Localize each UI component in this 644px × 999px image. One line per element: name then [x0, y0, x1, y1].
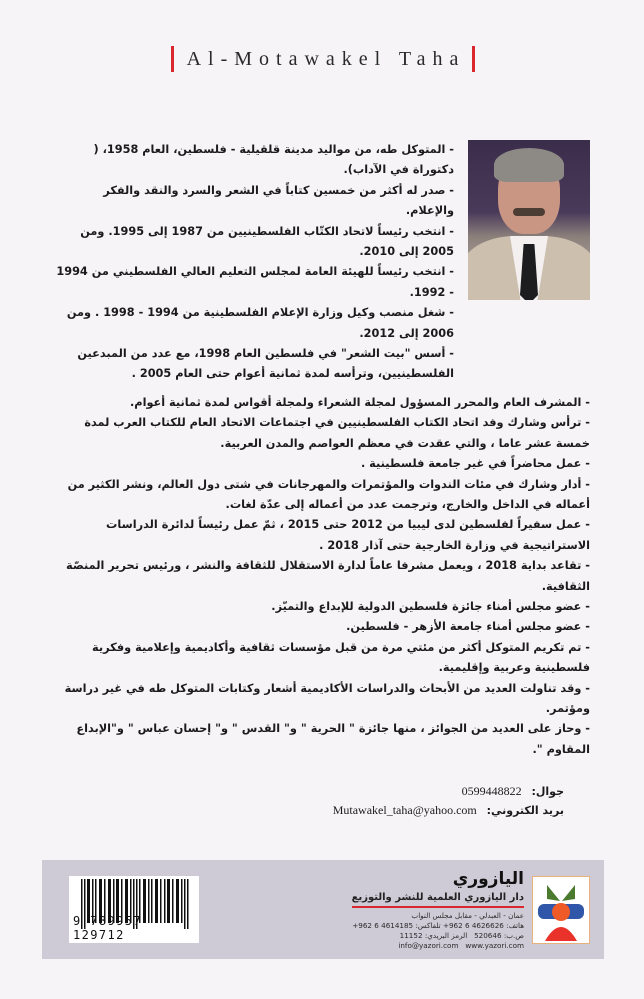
isbn-number: 9 789957 129712 — [73, 914, 142, 943]
bio-list-bottom — [54, 393, 590, 760]
bio-item: - المتوكل طه، من مواليد مدينة قلقيلية - فلسطين، العام 1958، ( دكتوراة في الآداب). — [93, 143, 454, 177]
isbn-barcode — [69, 876, 199, 943]
author-name-text: Al-Motawakel Taha — [186, 48, 466, 70]
header — [0, 44, 644, 74]
photo-moustache — [513, 208, 545, 216]
postal-label: الرمز البريدي: — [424, 931, 468, 941]
bio-list-top — [54, 140, 454, 385]
bio-item: - انتخب رئيساً لاتحاد الكتّاب الفلسطينيين من 1987 إلى 1995. ومن 2005 إلى 2010. — [80, 224, 454, 259]
phone-label: هاتف: — [506, 921, 524, 931]
footer-band — [42, 860, 604, 959]
contact-info — [80, 782, 564, 820]
photo-hair — [494, 148, 564, 182]
accent-bar-left — [171, 46, 174, 72]
mobile-label: جوال: — [531, 785, 564, 799]
publisher-postal — [352, 931, 524, 941]
publisher-full-name: دار اليازوري العلمية للنشر والتوزيع — [352, 890, 524, 908]
pobox-number: 520646 — [474, 931, 502, 941]
publisher-info — [352, 868, 524, 951]
bio-item: - تقاعد بداية 2018 ، ويعمل مشرفا عاماً لدارة الاستقلال للثقافة والنشر ، ورئيس تحرير المنصّة الثقافية. — [66, 559, 590, 593]
email-address: Mutawakel_taha@yahoo.com — [332, 803, 477, 818]
bio-item: - صدر له أكثر من خمسين كتاباً في الشعر والسرد والنقد والفكر والإعلام. — [103, 183, 454, 218]
fax-label: تلفاكس: — [415, 921, 441, 931]
publisher-logo — [532, 876, 590, 944]
fax-number: +962 6 4614185 — [352, 921, 414, 931]
bio-item: - أدار وشارك في مئات الندوات والمؤتمرات والمهرجانات في شتى دول العالم، ونشر الكثير من أعماله في الداخل والخارج، وترجمت عدد من أعماله إلى عدّة لغات. — [67, 477, 590, 511]
publisher-email: info@yazori.com — [398, 941, 459, 951]
email-label: بريد الكتروني: — [486, 804, 564, 818]
publisher-address: عمان - العبدلي - مقابل مجلس النواب — [411, 911, 524, 921]
accent-bar-right — [472, 46, 475, 72]
bio-item: - عضو مجلس أمناء جائزة فلسطين الدولية للإبداع والتميّز. — [271, 599, 590, 613]
publisher-brand: اليازوري — [452, 869, 524, 890]
bio-item: - شغل منصب وكيل وزارة الإعلام الفلسطينية من 1994 - 1998 . ومن 2006 إلى 2012. — [66, 306, 454, 340]
publisher-block — [352, 868, 590, 951]
bio-item: - انتخب رئيساً للهيئة العامة لمجلس التعليم العالي الفلسطيني من 1994 - 1992. — [56, 265, 454, 299]
bio-top-section — [54, 140, 590, 385]
email-row — [80, 801, 564, 820]
bio-item: - عمل محاضراً في غير جامعة فلسطينية . — [360, 457, 590, 471]
publisher-phones — [352, 921, 524, 931]
postal-code: 11152 — [399, 931, 423, 941]
bio-item: - وقد تناولت العديد من الأبحاث والدراسات الأكاديمية أشعار وكتابات المتوكل طه في غير دراسة ومؤتمر. — [64, 681, 590, 715]
mobile-row — [80, 782, 564, 801]
publisher-web — [352, 941, 524, 951]
bio-item: - أسس "بيت الشعر" في فلسطين العام 1998، مع عدد من المبدعين الفلسطينيين، وترأسه لمدة ثمانية أعوام حتى العام 2005 . — [77, 347, 454, 381]
author-photo — [468, 140, 590, 300]
pobox-label: ص.ب: — [503, 931, 524, 941]
bio-item: - المشرف العام والمحرر المسؤول لمجلة الشعراء ولمجلة أقواس لمدة ثمانية أعوام. — [130, 395, 590, 409]
bio-item: - عضو مجلس أمناء جامعة الأزهر - فلسطين. — [346, 620, 590, 634]
logo-graphic — [533, 877, 589, 943]
bio-item: - عمل سفيراً لفلسطين لدى ليبيا من 2012 حتى 2015 ، ثمّ عمل رئيساً لدائرة الدراسات الاستراتيجية في وزارة الخارجية حتى آذار 2018 . — [106, 518, 590, 552]
publisher-website: www.yazori.com — [465, 941, 524, 951]
bio-item: - ترأس وشارك وفد اتحاد الكتاب الفلسطينيين في اجتماعات الاتحاد العام للكتاب العرب لمدة خمسة عشر عاما ، والتي عقدت في معظم العواصم والمدن العربية. — [84, 416, 590, 450]
mobile-number: 0599448822 — [461, 784, 522, 799]
bio-item: - وحاز على العديد من الجوائز ، منها جائزة " الحرية " و" القدس " و" إحسان عباس " و"الإبداع المقاوم ". — [76, 722, 590, 756]
bio-item: - تم تكريم المتوكل أكثر من مئتي مرة من قبل مؤسسات ثقافية وأكاديمية وإعلامية وفكرية فلسطينية وعربية وإقليمية. — [92, 640, 590, 675]
author-name-latin — [167, 44, 478, 74]
phone-number: +962 6 4626626 — [442, 921, 504, 931]
publisher-details — [352, 911, 524, 951]
